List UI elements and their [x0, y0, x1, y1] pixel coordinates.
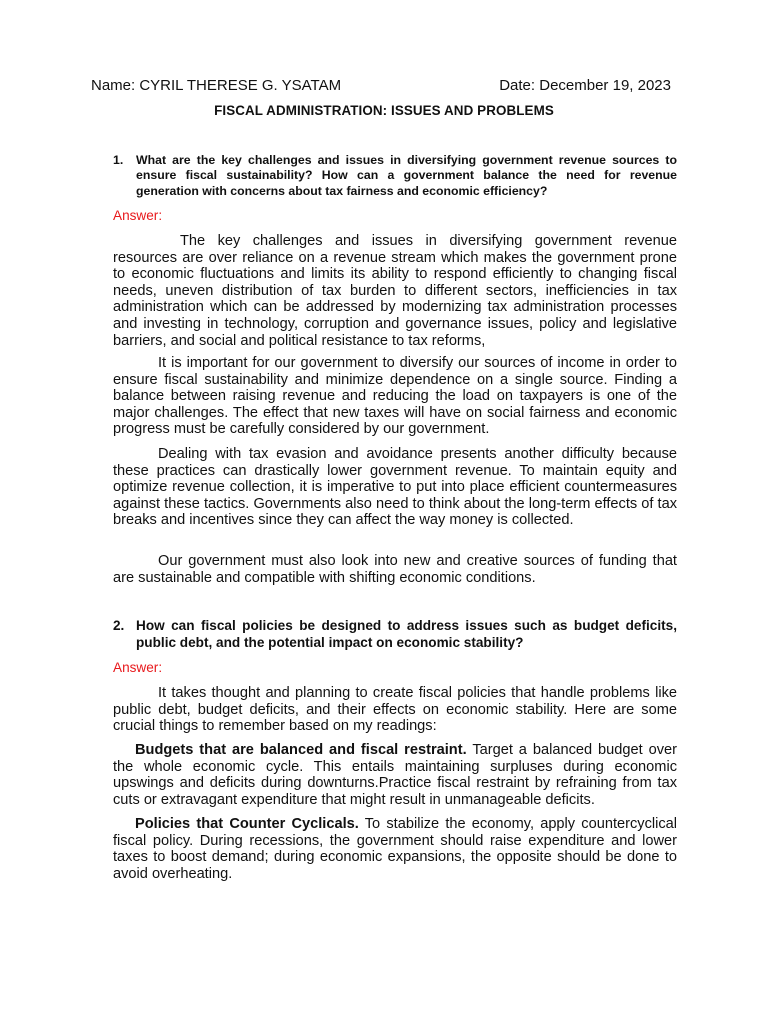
answer-paragraph [113, 553, 677, 586]
student-name: Name: CYRIL THERESE G. YSATAM [91, 77, 342, 94]
question-number: 2. [113, 618, 125, 633]
paragraph-text: Dealing with tax evasion and avoidance presents another difficulty because these practices can drastically lower government revenue. To maintain equity and optimize revenue collection, it is imperative to put into place efficient countermeasures against these tactics. Governments also need to think about the long-term effects of tax breaks and incentives since they can affect the way money is collected. [113, 446, 677, 529]
point-body: Target a balanced budget over the whole economic cycle. This entails maintaining surpluses during economic upswings and deficits during downturns.Practice fiscal restraint by refraining from tax cuts or extravagant expenditure that might result in unmanageable deficits. [113, 742, 677, 808]
answer-paragraph [113, 685, 677, 735]
document-header [91, 78, 671, 96]
answer-paragraph [113, 446, 677, 529]
answer-paragraph [113, 233, 677, 349]
point-heading: Budgets that are balanced and fiscal restraint. [135, 742, 467, 758]
answer-label: Answer: [113, 208, 163, 223]
point-heading: Policies that Counter Cyclicals. [135, 816, 359, 832]
question-text: How can fiscal policies be designed to address issues such as budget deficits, public debt, and the potential impact on economic stability? [136, 618, 677, 650]
document-title: FISCAL ADMINISTRATION: ISSUES AND PROBLEMS [214, 103, 554, 118]
answer-paragraph [113, 355, 677, 438]
question-1 [113, 153, 677, 199]
answer-point [113, 742, 677, 808]
answer-label: Answer: [113, 660, 163, 675]
paragraph-text: It is important for our government to diversify our sources of income in order to ensure fiscal sustainability and minimize dependence on a single source. Finding a balance between raising revenue and reducing the load on taxpayers is one of the major challenges. The effect that new taxes will have on social fairness and economic progress must be carefully considered by our government. [113, 355, 677, 438]
point-body: To stabilize the economy, apply countercyclical fiscal policy. During recessions, the government should raise expenditure and lower taxes to boost demand; during economic expansions, the opposite should be done to avoid overheating. [113, 816, 678, 882]
paragraph-text: The key challenges and issues in diversifying government revenue resources are over reliance on a revenue stream which makes the government prone to economic fluctuations and limits its ability to respond efficiently to changing fiscal needs, uneven distribution of tax burden to different sectors, inefficiencies in tax administration which can be addressed by modernizing tax administration processes and investing in technology, corruption and governance issues, policy and legislative barriers, and social and political resistance to tax reforms, [113, 233, 677, 349]
question-2 [113, 618, 677, 651]
question-number: 1. [113, 153, 124, 167]
paragraph-text: It takes thought and planning to create fiscal policies that handle problems like public debt, budget deficits, and their effects on economic stability. Here are some crucial things to remember based on my readings: [113, 685, 677, 735]
answer-point [113, 816, 677, 882]
question-text: What are the key challenges and issues in diversifying government revenue sources to ensure fiscal sustainability? How can a government balance the need for revenue generation with concerns about tax fairness and economic efficiency? [136, 153, 677, 198]
paragraph-text: Our government must also look into new and creative sources of funding that are sustainable and compatible with shifting economic conditions. [113, 553, 677, 586]
document-date: Date: December 19, 2023 [499, 77, 671, 94]
